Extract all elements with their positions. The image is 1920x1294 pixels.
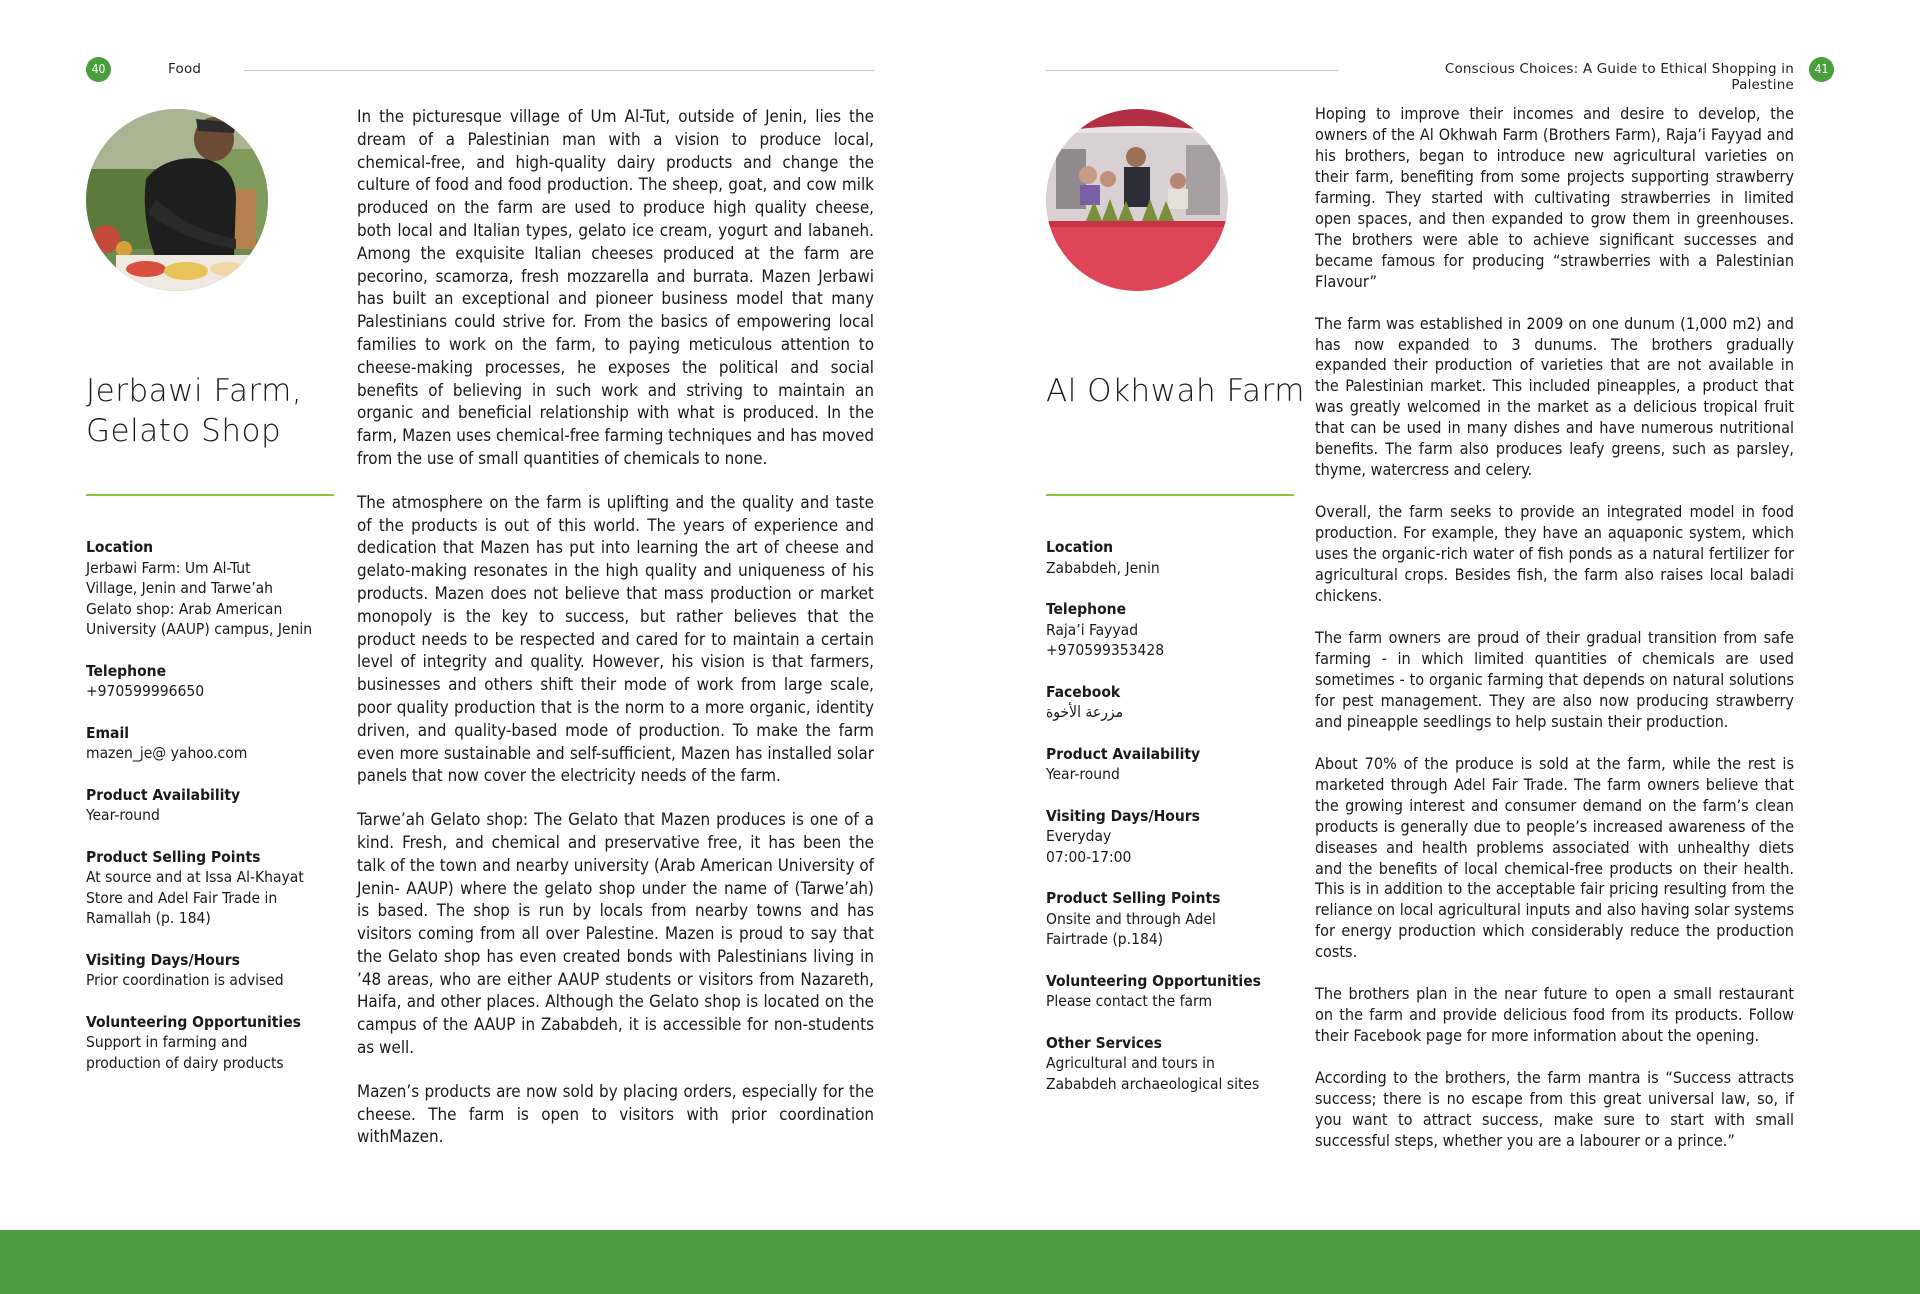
detail-label: Other Services	[1046, 1033, 1162, 1052]
detail-label: Location	[1046, 538, 1114, 556]
farm-title	[86, 371, 302, 451]
detail-label: Volunteering Opportunities	[86, 1012, 301, 1031]
detail-value: Support in farming and	[86, 1033, 248, 1051]
article-paragraph: Tarwe’ah Gelato shop: The Gelato that Mazen produces is one of a kind. Fresh, and chemical and preservative free, it has been the talk of the town and nearby university (Arab American University of Jenin- AAUP) where the gelato shop under the name of (Tarwe’ah) is based. The shop is run by locals from nearby towns and has visitors coming from all over Palestine. Mazen is proud to say that the Gelato shop has even created bonds with Palestinians living in ’48 areas, who are either AAUP students or visitors from Nazareth, Haifa, and other places. Although the Gelato shop is located on the campus of the AAUP in Zababdeh, it is accessible for non-students as well.	[357, 809, 874, 1058]
detail-value: At source and at Issa Al-Khayat	[86, 868, 304, 886]
article-paragraph: In the picturesque village of Um Al-Tut, outside of Jenin, lies the dream of a Palestinian man with a vision to produce local, chemical-free, and high-quality dairy products and change the culture of food and food production. The sheep, goat, and cow milk produced on the farm are used to produce high quality cheese, both local and Italian types, gelato ice cream, yogurt and labaneh. Among the exquisite Italian cheeses produced at the farm are pecorino, scamorza, fresh mozzarella and burrata. Mazen Jerbawi has built an exceptional and pioneer business model that many Palestinians could strive for. From the basics of empowering local families to work on the farm, to paying meticulous attention to cheese-making processes, he exposes the political and social benefits of believing in such work and striving to maintain an organic and beneficial relationship with what is produced. In the farm, Mazen uses chemical-free farming techniques and has moved from the use of small quantities of chemicals to none.	[357, 106, 874, 468]
detail-label: Telephone	[1046, 600, 1127, 618]
article-body	[357, 105, 874, 1169]
running-head: Food	[168, 61, 202, 77]
detail-label: Product Availability	[1046, 744, 1201, 763]
detail-value: Ramallah (p. 184)	[86, 909, 211, 927]
detail-value: Please contact the farm	[1046, 992, 1213, 1010]
farm-title-line: Gelato Shop	[86, 413, 282, 449]
detail-label: Visiting Days/Hours	[1046, 806, 1200, 825]
detail-value: Onsite and through Adel	[1046, 909, 1216, 928]
right-page	[960, 0, 1920, 1230]
detail-label: Email	[86, 723, 130, 742]
detail-value: production of dairy products	[86, 1053, 284, 1072]
detail-telephone	[86, 661, 336, 702]
article-body	[1315, 104, 1794, 1173]
detail-value: Village, Jenin and Tarwe’ah	[86, 579, 274, 597]
title-rule	[1046, 494, 1294, 496]
farm-details	[1046, 537, 1296, 1115]
detail-value: Year-round	[1046, 765, 1120, 783]
farm-details	[86, 537, 336, 1094]
detail-label: Location	[86, 538, 154, 556]
detail-selling-points	[86, 847, 336, 929]
photo-family-at-market-stall	[1046, 109, 1228, 291]
detail-email	[86, 723, 336, 764]
farm-title: Al Okhwah Farm	[1046, 373, 1305, 409]
farmer-photo	[86, 109, 268, 291]
phone-number: +970599996650	[86, 682, 205, 700]
article-paragraph: Overall, the farm seeks to provide an integrated model in food production. For example, they have an aquaponic system, which uses the organic-rich water of fish ponds as a natural fertilizer for agricultural crops. Besides fish, the farm also raises local baladi chickens.	[1315, 502, 1794, 606]
detail-visiting-hours	[1046, 806, 1296, 868]
detail-value: Gelato shop: Arab American	[86, 599, 283, 618]
detail-volunteering	[86, 1012, 336, 1074]
detail-label: Product Selling Points	[86, 847, 261, 866]
article-paragraph: The farm owners are proud of their gradual transition from safe farming - in which limited quantities of chemicals are used sometimes - to organic farming that depends on natural solutions for pest management. They are also now producing strawberry and pineapple seedlings to help sustain their production.	[1315, 627, 1794, 731]
footer-band	[0, 1230, 1920, 1294]
detail-value: Store and Adel Fair Trade in	[86, 888, 278, 907]
article-paragraph: Hoping to improve their incomes and desire to develop, the owners of the Al Okhwah Farm (Brothers Farm), Raja’i Fayyad and his brothers, began to introduce new agricultural varieties on their farm, benefiting from some projects supporting strawberry farming. They started with cultivating strawberries in limited open spaces, and then expanded to grow them in greenhouses. The brothers were able to achieve significant successes and became famous for producing “strawberries with a Palestinian Flavour”	[1315, 104, 1794, 291]
detail-visiting-hours	[86, 950, 336, 991]
contact-name: Raja’i Fayyad	[1046, 620, 1139, 639]
detail-value: Prior coordination is advised	[86, 971, 284, 989]
article-paragraph: Mazen’s products are now sold by placing orders, especially for the cheese. The farm is open to visitors with prior coordination withMazen.	[357, 1080, 874, 1147]
detail-label: Visiting Days/Hours	[86, 950, 240, 969]
article-paragraph: According to the brothers, the farm mantra is “Success attracts success; there is no escape from this great universal law, so, if you want to attract success, make sure to start with small successful steps, whether you are a labourer or a prince.”	[1315, 1068, 1794, 1150]
detail-label: Product Availability	[86, 785, 241, 804]
facebook-page-name: مزرعة الأخوة	[1046, 703, 1124, 721]
article-paragraph: The brothers plan in the near future to open a small restaurant on the farm and provide delicious food from its products. Follow their Facebook page for more information about the opening.	[1315, 984, 1794, 1046]
header-rule	[1046, 70, 1338, 71]
detail-value: 07:00-17:00	[1046, 847, 1132, 866]
article-paragraph: The atmosphere on the farm is uplifting and the quality and taste of the products is out of this world. The years of experience and dedication that Mazen has put into learning the art of cheese and gelato-making resonates in the high quality and uniqueness of his products. Mazen does not believe that mass production or market monopoly is the key to success, but rather believes that the product needs to be respected and cared for to maintain a certain level of integrity and quality. However, his vision is that farmers, businesses and others shift their mode of work from large scale, poor quality production that is the norm to a more organic, identity driven, and quality-based mode of production. To make the farm even more sustainable and self-sufficient, Mazen has installed solar panels that now cover the electricity needs of the farm.	[357, 491, 874, 786]
page-number: 40	[86, 57, 111, 82]
detail-value: Fairtrade (p.184)	[1046, 930, 1164, 948]
article-paragraph: The farm was established in 2009 on one dunum (1,000 m2) and has now expanded to 3 dunums. The brothers gradually expanded their production of varieties that are not available in the Palestinian market. This included pineapples, a product that was greatly welcomed in the market as a delicious tropical fruit that can be used in many dishes and have numerous nutritional benefits. The farm also produces leafy greens, such as parsley, thyme, watercress and celery.	[1315, 313, 1794, 480]
detail-value: Zababdeh, Jenin	[1046, 558, 1160, 577]
detail-label: Facebook	[1046, 682, 1121, 701]
email-address: mazen_je@ yahoo.com	[86, 744, 248, 762]
detail-selling-points	[1046, 888, 1296, 950]
family-photo	[1046, 109, 1228, 291]
detail-label: Volunteering Opportunities	[1046, 971, 1261, 990]
detail-value: Agricultural and tours in	[1046, 1054, 1215, 1072]
header-rule	[244, 70, 874, 71]
detail-location	[1046, 537, 1296, 578]
farm-title-line: Jerbawi Farm,	[86, 373, 303, 409]
detail-availability	[86, 785, 336, 826]
detail-location	[86, 537, 336, 640]
detail-other-services	[1046, 1033, 1296, 1095]
detail-label: Telephone	[86, 661, 167, 680]
detail-facebook	[1046, 682, 1296, 723]
detail-value: Jerbawi Farm: Um Al-Tut	[86, 558, 251, 577]
title-rule	[86, 494, 334, 496]
detail-value: Everyday	[1046, 827, 1112, 845]
photo-farmer-serving-food	[86, 109, 268, 291]
detail-volunteering	[1046, 971, 1296, 1012]
page-number: 41	[1809, 57, 1834, 82]
detail-value: Year-round	[86, 806, 160, 824]
detail-availability	[1046, 744, 1296, 785]
detail-label: Product Selling Points	[1046, 889, 1221, 907]
detail-value: University (AAUP) campus, Jenin	[86, 620, 313, 638]
detail-telephone	[1046, 599, 1296, 661]
left-page	[0, 0, 960, 1230]
running-head: Conscious Choices: A Guide to Ethical Shopping in Palestine	[1444, 61, 1794, 93]
article-paragraph: About 70% of the produce is sold at the farm, while the rest is marketed through Adel Fair Trade. The farm owners believe that the growing interest and consumer demand on the farm’s clean products is generally due to people’s increased awareness of the diseases and health problems associated with unhealthy diets and the benefits of local chemical-free products on their health. This is in addition to the acceptable fair pricing resulting from the reliance on local agricultural inputs and also having solar systems for energy production which considerably reduce the production costs.	[1315, 753, 1794, 962]
phone-number: +970599353428	[1046, 641, 1165, 659]
detail-value: Zababdeh archaeological sites	[1046, 1074, 1260, 1093]
